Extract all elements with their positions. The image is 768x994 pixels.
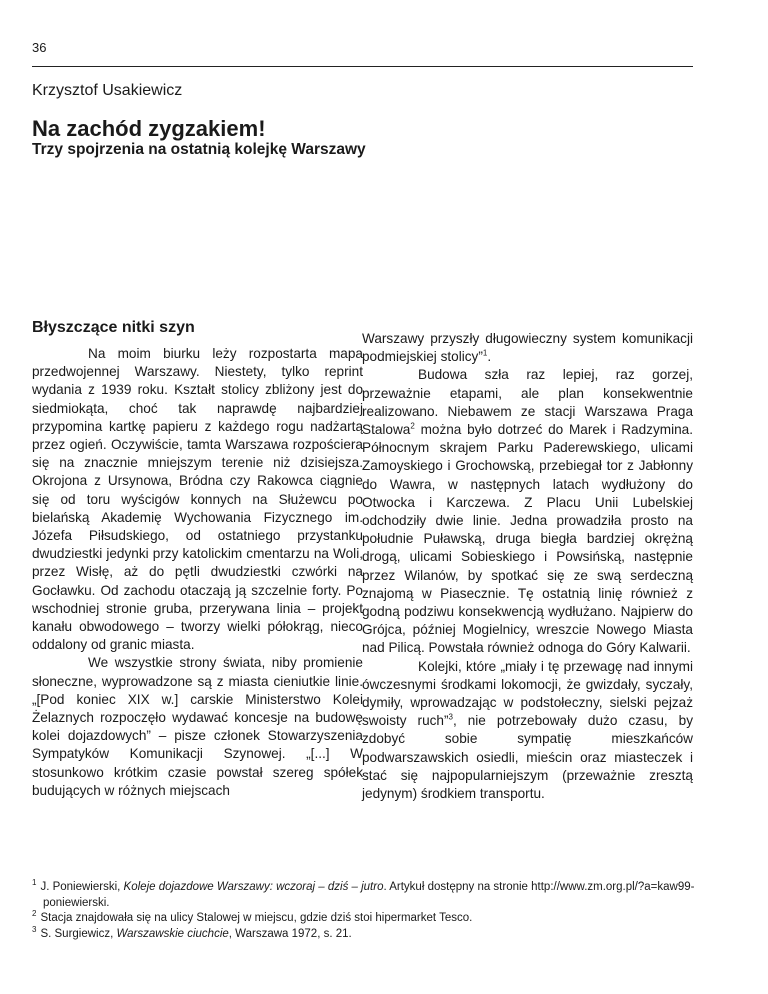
paragraph-text: Kolejki, które „miały i tę przewagę nad innymi ówczesnymi środkami lokomocji, że gwizdały, syczały, dymiły, wprowadzając w podstołeczny, sielski pejzaż swoisty ruch” [362, 658, 693, 729]
paragraph-text: . [487, 349, 492, 365]
paragraph-text: można było dotrzeć do Marek i Radzymina. Północnym skrajem Parku Paderewskiego, ulicami Zamoyskiego i Grochowską, przebiegał tor z Jabłonny do Wawra, w następnych latach wydłużony do Otwocka i Karczewa. Z Placu Unii Lubelskiej odchodziły dwie linie. Jedna prowadziła prosto na południe Puławską, druga biegła bardziej okrężną drogą, ulicami Sobieskiego i Powsińską, następnie przez Wilanów, by spotkać się ze swą serdeczną znajomą w Piasecznie. Tę ostatnią linię również z godną podziwu konsekwencją wydłużano. Najpierw do Grójca, później Mogielnicy, wreszcie Nowego Miasta nad Pilicą. Powstała również odnoga do Góry Kalwarii. [362, 422, 693, 656]
footnote-text: . Artykuł dostępny na stronie http://www.zm.org.pl/?a=kaw99-poniewierski. [43, 881, 695, 909]
paragraph: We wszystkie strony świata, niby promienie słoneczne, wyprowadzone są z miasta cieniutkie linie. „[Pod koniec XIX w.] carskie Ministerstwo Kolei Żelaznych rozpoczęło wydawać koncesje na budowę kolei dojazdowych” – pisze członek Stowarzyszenia Sympatyków Komunikacji Szynowej. „[...] W stosunkowo krótkim czasie powstał szereg spółek budujących w różnych miejscach [32, 655, 363, 798]
paragraph-text: Warszawy przyszły długowieczny system komunikacji podmiejskiej stolicy” [362, 331, 693, 365]
footnote-text: J. Poniewierski, [40, 881, 124, 893]
section-heading: Błyszczące nitki szyn [32, 319, 195, 336]
header-rule [32, 66, 693, 67]
paragraph [362, 366, 693, 657]
footnote-title: Warszawskie ciuchcie [116, 927, 229, 940]
paragraph-text: , nie potrzebowały dużo czasu, by zdobyć sobie sympatię mieszkańców podwarszawskich osiedli, mieścin oraz miasteczek i stać się najpopularniejszym (przeważnie zresztą jedynym) środkiem transportu. [362, 713, 693, 802]
footnote-text: Stacja znajdowała się na ulicy Stalowej w miejscu, gdzie dziś stoi hipermarket Tesco. [40, 912, 473, 924]
footnote-marker: 1 [32, 878, 37, 888]
footnote [32, 880, 700, 911]
left-column [32, 318, 363, 800]
footnote-marker: 3 [32, 924, 37, 934]
footnote-text: S. Surgiewicz, [40, 927, 117, 940]
footnote-reference: 3 [448, 712, 453, 722]
footnote-marker: 2 [32, 909, 37, 919]
footnote-reference: 2 [410, 421, 415, 431]
footnotes [32, 880, 700, 942]
paragraph [362, 330, 693, 366]
footnote-reference: 1 [482, 348, 488, 358]
article-title: Na zachód zygzakiem! [32, 116, 266, 141]
right-column [362, 330, 693, 803]
footnote [32, 924, 700, 943]
paragraph-text: Budowa szła raz lepiej, raz gorzej, przeważnie etapami, ale plan konsekwentnie realizowano. Niebawem ze stacji Warszawa Praga Stalowa [362, 367, 693, 438]
footnote-text: , Warszawa 1972, s. 21. [228, 927, 352, 940]
page-number: 36 [32, 40, 47, 55]
article-subtitle: Trzy spojrzenia na ostatnią kolejkę Warszawy [32, 141, 366, 158]
paragraph: Na moim biurku leży rozpostarta mapa przedwojennej Warszawy. Niestety, tylko reprint wydania z 1939 roku. Kształt stolicy zbliżony jest do siedmiokąta, choć tak naprawdę najbardziej przypomina kartkę papieru z każdego rogu nadżartą przez ogień. Oczywiście, tamta Warszawa rozpościera się na znacznie mniejszym terenie niż dzisiejsza. Okrojona z Ursynowa, Bródna czy Rakowca ciągnie się od toru wyścigów konnych na Służewcu po bielańską Akademię Wychowania Fizycznego im. Józefa Piłsudskiego, od ostatniego przystanku dwudziestki jedynki przy katolickim cmentarzu na Woli, przez Wisłę, aż do pętli dwudziestki czwórki na Gocławku. Od zachodu otaczają ją szczelnie forty. Po wschodniej stronie gruba, przerywana linia – projekt kanału obwodowego – tworzy wielki półokrąg, nieco oddalony od granic miasta. [32, 346, 363, 653]
paragraph [362, 658, 693, 804]
footnote [32, 911, 700, 927]
author-name: Krzysztof Usakiewicz [32, 82, 183, 99]
footnote-title: Koleje dojazdowe Warszawy: wczoraj – dziś – jutro [123, 881, 384, 893]
